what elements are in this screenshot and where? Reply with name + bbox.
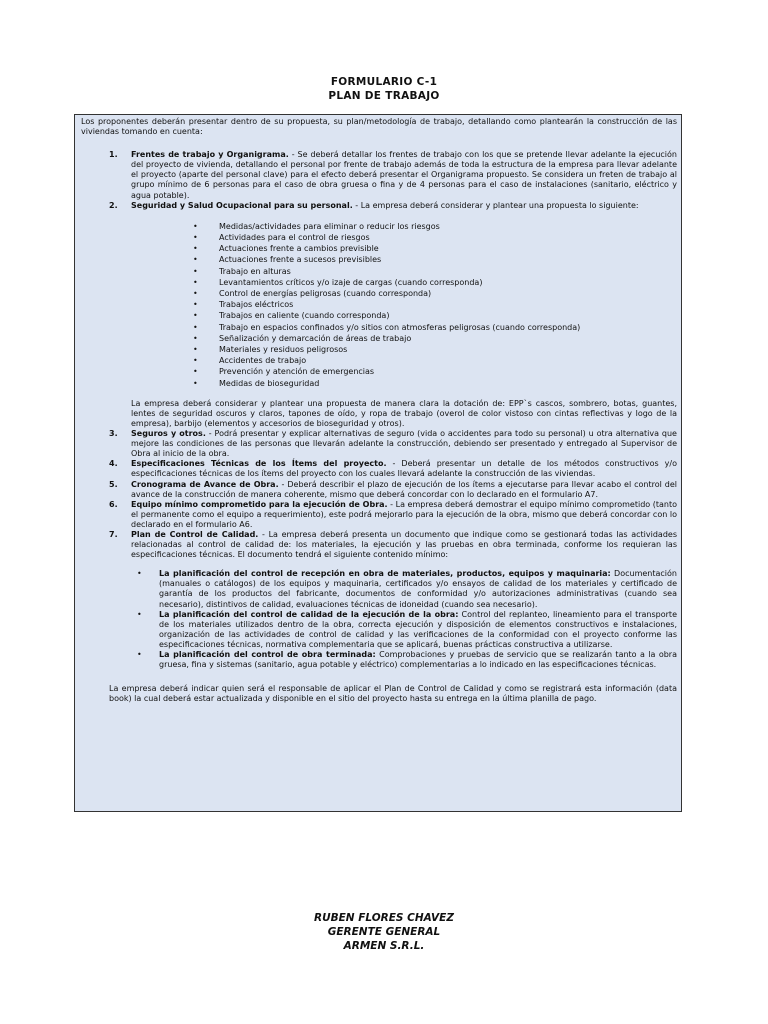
item-number: 1.	[109, 150, 118, 160]
item-4	[81, 459, 677, 479]
item-text: - La empresa deberá considerar y plantear una propuesta lo siguiente:	[352, 200, 639, 210]
list-item: • Medidas de bioseguridad	[81, 378, 677, 389]
item-7	[81, 530, 677, 560]
item-number: 5.	[109, 479, 118, 489]
signature-role: GERENTE GENERAL	[327, 926, 441, 938]
safety-list	[81, 221, 677, 389]
item-text: - La empresa deberá presenta un documento que indique como se gestionará todas las actividades relacionadas al control de calidad de: los materiales, la ejecución y las pruebas en obra terminada, conforme los requieran las especificaciones técnicas. El documento tendrá el siguiente contenido mínimo:	[131, 530, 678, 560]
list-item: • Actuaciones frente a cambios previsible	[81, 243, 677, 254]
bullet-text: Comprobaciones y pruebas de servicio que se realizarán tanto a la obra gruesa, fina y sistemas (sanitario, agua potable y eléctrico) complementarias a lo indicado en las especificaciones técnicas.	[159, 650, 677, 670]
item-6	[81, 500, 677, 530]
item-1	[81, 150, 677, 200]
list-item: • Trabajo en alturas	[81, 266, 677, 277]
item-title: Seguros y otros.	[131, 429, 206, 439]
safety-paragraph: La empresa deberá considerar y plantear una propuesta de manera clara la dotación de: EPP`s cascos, sombrero, botas, guantes, lentes de seguridad oscuros y claros, tapones de oído, y ropa de trabajo (overol de color vistoso con cintas reflectivas y logo de la empresa), barbijo (elementos y accesorios de bioseguridad y otros).	[131, 398, 677, 428]
item-title: Equipo mínimo comprometido para la ejecución de Obra.	[131, 499, 388, 509]
list-item: • Medidas/actividades para eliminar o reducir los riesgos	[81, 221, 677, 232]
item-title: Seguridad y Salud Ocupacional para su personal.	[131, 200, 353, 210]
item-3	[81, 429, 677, 459]
list-item: • Prevención y atención de emergencias	[81, 366, 677, 377]
content-box	[74, 114, 682, 812]
item-number: 7.	[109, 530, 118, 540]
list-item: • Control de energías peligrosas (cuando corresponda)	[81, 288, 677, 299]
list-item	[81, 650, 677, 670]
list-item: • Trabajo en espacios confinados y/o sitios con atmosferas peligrosas (cuando corresponda)	[81, 322, 677, 333]
list-item: • Trabajos eléctricos	[81, 299, 677, 310]
item-text: - Deberá describir el plazo de ejecución de los ítems a ejecutarse para llevar acabo el control del avance de la construcción de manera coherente, mismo que deberá concordar con lo declarado en el formulario A7.	[131, 479, 677, 499]
bullet-text: Documentación (manuales o catálogos) de los equipos y maquinaria, certificados y/o ensayos de calidad de los materiales y certificado de garantía de los productos del fabricante, documentos de conformidad y/o autorizaciones administrativas (cuando sea necesario), distintivos de calidad, evaluaciones técnicas de idoneidad (cuando sea necesario).	[159, 569, 677, 609]
item-number: 2.	[109, 200, 118, 210]
list-item	[81, 610, 677, 650]
item-title: Frentes de trabajo y Organigrama.	[131, 150, 289, 160]
bullet-title: La planificación del control de obra terminada:	[159, 650, 376, 660]
item-text: - Podrá presentar y explicar alternativas de seguro (vida o accidentes para todo su personal) u otra alternativa que mejore las condiciones de las personas que llevarán adelante la construcción, debiendo ser presentado y entregado al Supervisor de Obra al inicio de la obra.	[131, 429, 677, 459]
item-title: Cronograma de Avance de Obra.	[131, 479, 279, 489]
list-item: • Accidentes de trabajo	[81, 355, 677, 366]
intro-text: Los proponentes deberán presentar dentro de su propuesta, su plan/metodología de trabajo, detallando como plantearán la construcción de las viviendas tomando en cuenta:	[81, 117, 677, 137]
bullet-text: Control del replanteo, lineamiento para el transporte de los materiales utilizados dentro de la obra, correcta ejecución y disposición de elementos constructivos e instalaciones, organización de las actividades de control de calidad y las verificaciones de la conformidad con el proyecto conforme las especificaciones técnicas, normativa complementaria que se aplicará, buenas prácticas constructiva a utilizarse.	[159, 609, 677, 649]
quality-list	[81, 569, 677, 670]
item-text: - Deberá presentar un detalle de los métodos constructivos y/o especificaciones técnicas de los ítems del proyecto con los cuales llevará adelante la construcción de las viviendas.	[131, 459, 677, 479]
item-title: Plan de Control de Calidad.	[131, 530, 259, 540]
item-5	[81, 480, 677, 500]
list-item: • Actividades para el control de riesgos	[81, 232, 677, 243]
closing-paragraph: La empresa deberá indicar quien será el responsable de aplicar el Plan de Control de Calidad y como se registrará esta información (data book) la cual deberá estar actualizada y disponible en el sitio del proyecto hasta su entrega en la última planilla de pago.	[109, 684, 677, 704]
item-2	[81, 201, 677, 211]
bullet-title: La planificación del control de recepción en obra de materiales, productos, equipos y maquinaria:	[159, 569, 611, 579]
bullet-title: La planificación del control de calidad de la ejecución de la obra:	[159, 609, 459, 619]
signature-company: ARMEN S.R.L.	[343, 940, 425, 952]
item-number: 3.	[109, 429, 118, 439]
form-subtitle: PLAN DE TRABAJO	[328, 90, 440, 102]
list-item: • Actuaciones frente a sucesos previsibles	[81, 254, 677, 265]
list-item: • Señalización y demarcación de áreas de trabajo	[81, 333, 677, 344]
item-number: 6.	[109, 499, 118, 509]
item-text: - La empresa deberá demostrar el equipo mínimo comprometido (tanto el permanente como el equipo a requerimiento), este podrá mejorarlo para la ejecución de la obra, mismo que deberá concordar con lo declarado en el formulario A6.	[131, 499, 677, 529]
list-item: • Materiales y residuos peligrosos	[81, 344, 677, 355]
item-title: Especificaciones Técnicas de los Ítems del proyecto.	[131, 459, 387, 469]
list-item	[81, 569, 677, 609]
form-title: FORMULARIO C-1	[330, 76, 438, 88]
list-item: • Trabajos en caliente (cuando corresponda)	[81, 310, 677, 321]
item-number: 4.	[109, 459, 118, 469]
signature-name: RUBEN FLORES CHAVEZ	[314, 912, 454, 924]
list-item: • Levantamientos críticos y/o izaje de cargas (cuando corresponda)	[81, 277, 677, 288]
item-text: - Se deberá detallar los frentes de trabajo con los que se pretende llevar adelante la ejecución del proyecto de vivienda, detallando el personal por frente de trabajo además de toda la estructura de la empresa para llevar adelante el proyecto (aparte del personal clave) para el efecto deberá presentar el Organigrama propuesto. Se considera un freten de trabajo al grupo mínimo de 6 personas para el caso de obra gruesa o fina y de 4 personas para el caso de instalaciones (sanitario, eléctrico y agua potable).	[131, 150, 677, 200]
